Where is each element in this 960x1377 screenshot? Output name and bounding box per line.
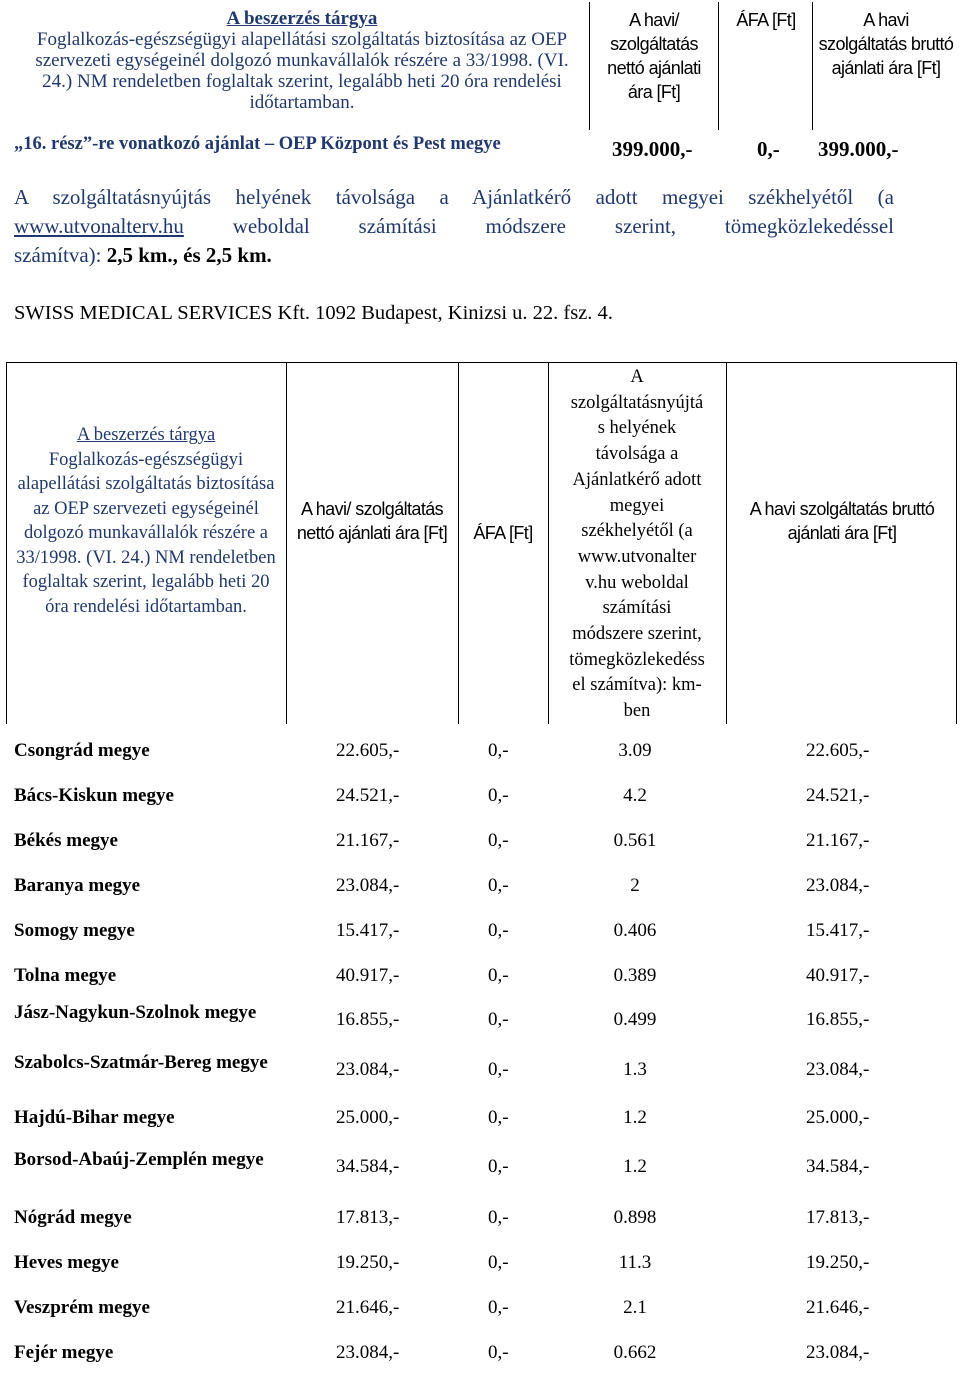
vat-value: 0,- <box>488 920 509 941</box>
gross-value: 16.855,- <box>806 1009 870 1030</box>
distance-line-2 <box>14 212 894 241</box>
gross-value: 17.813,- <box>806 1207 870 1228</box>
company-name: SWISS MEDICAL SERVICES Kft. 1092 Budapest, Kinizsi u. 22. fsz. 4. <box>14 302 613 324</box>
top-col-vat-header: ÁFA [Ft] <box>736 10 796 30</box>
county-name: Bács-Kiskun megye <box>14 785 174 806</box>
vat-value: 0,- <box>488 1252 509 1273</box>
net-value: 22.605,- <box>336 740 400 761</box>
vat-value: 0,- <box>488 965 509 986</box>
top-gross-value: 399.000,- <box>818 137 899 161</box>
county-name: Veszprém megye <box>14 1297 150 1318</box>
distance-header-line: el számítva): km- <box>572 675 702 696</box>
gross-value: 22.605,- <box>806 740 870 761</box>
county-name: Jász-Nagykun-Szolnok megye <box>14 1002 257 1023</box>
distance-header-line: www.utvonalter <box>577 546 697 567</box>
table-subject-header <box>14 423 278 619</box>
distance-value: 1.2 <box>623 1107 647 1128</box>
part-label: „16. rész”-re vonatkozó ajánlat – OEP Központ és Pest megye <box>14 134 501 154</box>
vat-value: 0,- <box>488 1156 509 1177</box>
gross-value: 23.084,- <box>806 875 870 896</box>
top-subject-block <box>22 8 582 113</box>
distance-line-2-text: weboldal számítási módszere szerint, tömegközlekedéssel <box>183 214 894 238</box>
vat-value: 0,- <box>488 1107 509 1128</box>
top-col-gross-header: A havi szolgáltatás bruttó ajánlati ára [Ft] <box>818 10 954 78</box>
net-value: 40.917,- <box>336 965 400 986</box>
net-value: 15.417,- <box>336 920 400 941</box>
distance-line-3-text: számítva): <box>14 243 107 267</box>
net-value: 21.646,- <box>336 1297 400 1318</box>
distance-header-line: A <box>630 367 644 387</box>
county-name: Tolna megye <box>14 965 117 986</box>
distance-line-1: A szolgáltatásnyújtás helyének távolsága a Ajánlatkérő adott megyei székhelyétől (a <box>14 185 894 209</box>
county-name: Csongrád megye <box>14 740 150 761</box>
distance-header-line: székhelyétől (a <box>581 521 693 542</box>
county-name: Baranya megye <box>14 875 141 896</box>
gross-value: 23.084,- <box>806 1059 870 1080</box>
gross-value: 40.917,- <box>806 965 870 986</box>
vat-value: 0,- <box>488 1342 509 1363</box>
distance-value: 0.561 <box>613 830 657 851</box>
distance-line-3 <box>14 241 894 270</box>
top-subject-text: Foglalkozás-egészségügyi alapellátási szolgáltatás biztosítása az OEP szervezeti egységeinél dolgozó munkavállalók részére a 33/1998. (VI. 24.) NM rendeletben foglaltak szerint, legalább heti 20 óra rendelési időtartamban. <box>35 29 569 113</box>
distance-header-line: megyei <box>609 495 665 516</box>
vat-value: 0,- <box>488 1297 509 1318</box>
net-value: 19.250,- <box>336 1252 400 1273</box>
distance-header-line: módszere szerint, <box>572 624 702 645</box>
county-name: Heves megye <box>14 1252 119 1273</box>
distance-value: 1.3 <box>623 1059 647 1080</box>
distance-header-line: ben <box>623 701 651 722</box>
vat-value: 0,- <box>488 785 509 806</box>
distance-header-line: Ajánlatkérő adott <box>572 469 702 490</box>
distance-header-line: tömegközlekedéss <box>569 649 705 670</box>
county-name: Szabolcs-Szatmár-Bereg megye <box>14 1052 268 1073</box>
gross-value: 21.646,- <box>806 1297 870 1318</box>
distance-header-line: s helyének <box>597 418 677 439</box>
distance-values: 2,5 km., és 2,5 km. <box>106 243 272 267</box>
distance-value: 0.499 <box>613 1009 657 1030</box>
net-value: 17.813,- <box>336 1207 400 1228</box>
distance-value: 3.09 <box>618 740 652 761</box>
gross-value: 25.000,- <box>806 1107 870 1128</box>
vat-value: 0,- <box>488 740 509 761</box>
vat-value: 0,- <box>488 830 509 851</box>
vat-value: 0,- <box>488 1207 509 1228</box>
distance-value: 4.2 <box>623 785 647 806</box>
net-value: 23.084,- <box>336 1342 400 1363</box>
gross-value: 19.250,- <box>806 1252 870 1273</box>
distance-header-line: távolsága a <box>595 444 679 465</box>
net-value: 34.584,- <box>336 1156 400 1177</box>
distance-header-line: számítási <box>602 598 672 619</box>
net-value: 25.000,- <box>336 1107 400 1128</box>
gross-value: 34.584,- <box>806 1156 870 1177</box>
vat-value: 0,- <box>488 1009 509 1030</box>
net-value: 21.167,- <box>336 830 400 851</box>
county-name: Somogy megye <box>14 920 135 941</box>
gross-value: 23.084,- <box>806 1342 870 1363</box>
distance-paragraph <box>14 183 894 270</box>
distance-value: 11.3 <box>618 1252 652 1273</box>
table-distance-header <box>552 365 722 725</box>
distance-value: 2 <box>630 875 640 896</box>
distance-value: 0.898 <box>613 1207 657 1228</box>
distance-value: 0.662 <box>613 1342 657 1363</box>
table-gross-header: A havi szolgáltatás bruttó ajánlati ára [Ft] <box>749 499 935 543</box>
gross-value: 21.167,- <box>806 830 870 851</box>
distance-value: 0.389 <box>613 965 657 986</box>
vat-value: 0,- <box>488 1059 509 1080</box>
table-vat-header: ÁFA [Ft] <box>473 523 533 543</box>
net-value: 23.084,- <box>336 875 400 896</box>
distance-value: 1.2 <box>623 1156 647 1177</box>
net-value: 24.521,- <box>336 785 400 806</box>
table-subject-text: Foglalkozás-egészségügyi alapellátási szolgáltatás biztosítása az OEP szervezeti egységeinél dolgozó munkavállalók részére a 33/1998. (VI. 24.) NM rendeletben foglaltak szerint, legalább heti 20 óra rendelési időtartamban. <box>16 449 276 617</box>
gross-value: 15.417,- <box>806 920 870 941</box>
table-subject-title: A beszerzés tárgya <box>76 425 216 445</box>
county-name: Nógrád megye <box>14 1207 132 1228</box>
county-name: Borsod-Abaúj-Zemplén megye <box>14 1149 264 1170</box>
top-col-net-header: A havi/ szolgáltatás nettó ajánlati ára [Ft] <box>607 10 701 102</box>
county-name: Fejér megye <box>14 1342 114 1363</box>
vat-value: 0,- <box>488 875 509 896</box>
county-name: Hajdú-Bihar megye <box>14 1107 175 1128</box>
gross-value: 24.521,- <box>806 785 870 806</box>
net-value: 16.855,- <box>336 1009 400 1030</box>
distance-value: 0.406 <box>613 920 657 941</box>
distance-header-line: v.hu weboldal <box>585 572 689 593</box>
top-net-value: 399.000,- <box>612 137 693 161</box>
top-subject-title: A beszerzés tárgya <box>226 8 378 29</box>
top-vat-value: 0,- <box>757 137 780 161</box>
net-value: 23.084,- <box>336 1059 400 1080</box>
county-name: Békés megye <box>14 830 118 851</box>
utvonalterv-link[interactable]: www.utvonalterv.hu <box>14 214 184 238</box>
distance-value: 2.1 <box>623 1297 647 1318</box>
table-net-header: A havi/ szolgáltatás nettó ajánlati ára [Ft] <box>296 499 448 543</box>
distance-header-line: szolgáltatásnyújtá <box>570 392 704 413</box>
